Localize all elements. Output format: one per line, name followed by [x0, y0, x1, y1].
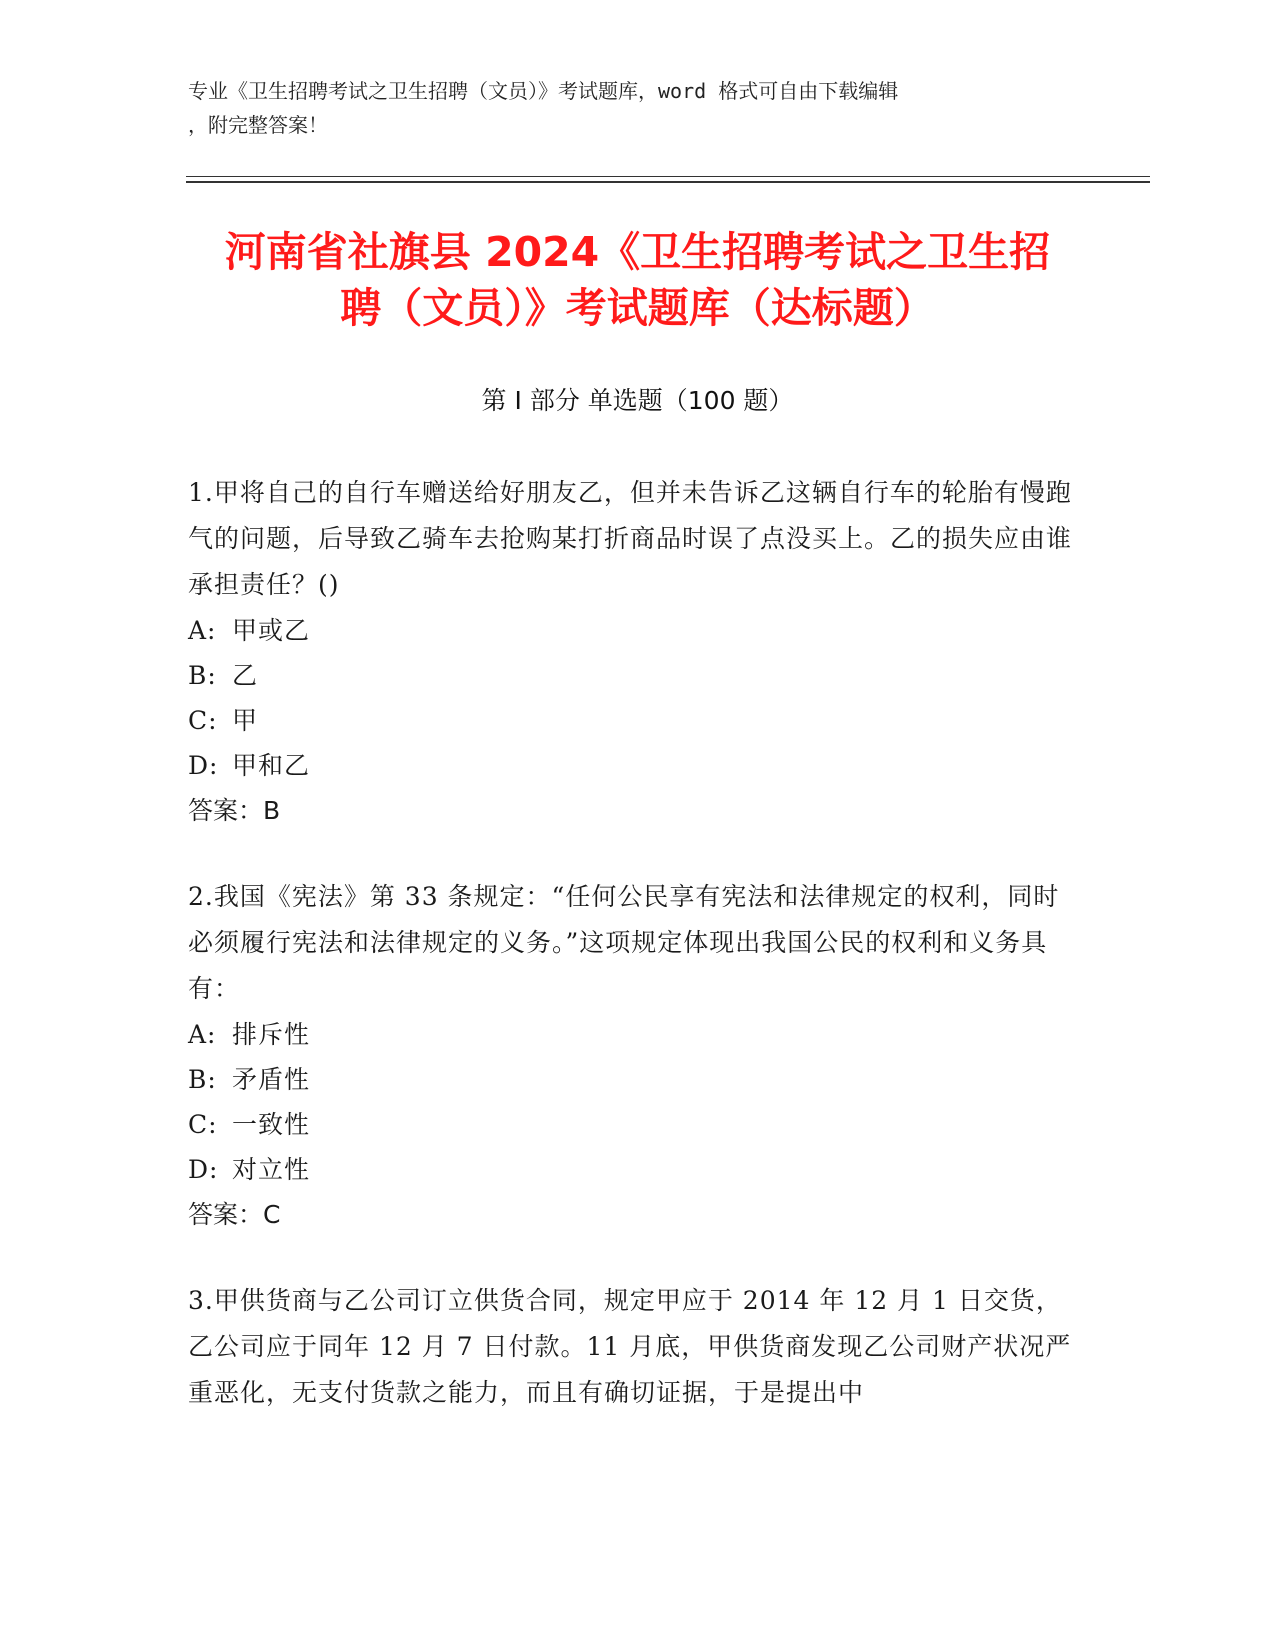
option-text: 乙	[232, 661, 259, 690]
option-text: 甲	[232, 706, 259, 735]
option-text: 甲或乙	[232, 616, 311, 645]
option-text: 矛盾性	[232, 1065, 311, 1094]
option-a	[188, 1012, 1078, 1057]
option-letter: C:	[188, 706, 218, 735]
option-b	[188, 1057, 1078, 1102]
option-letter: B:	[188, 1065, 217, 1094]
option-text: 一致性	[232, 1110, 311, 1139]
question-stem: 3.甲供货商与乙公司订立供货合同，规定甲应于 2014 年 12 月 1 日交货，乙公司应于同年 12 月 7 日付款。11 月底，甲供货商发现乙公司财产状况严重恶化，无支付货款之能力，而且有确切证据，于是提出中	[188, 1286, 1072, 1407]
option-letter: A:	[188, 616, 217, 645]
question-2	[188, 874, 1078, 1238]
header-note-line-2: ，附完整答案！	[188, 113, 328, 137]
question-list	[188, 470, 1078, 1456]
option-b	[188, 653, 1078, 698]
title-line-1: 河南省社旗县 2024《卫生招聘考试之卫生招	[224, 228, 1051, 276]
section-title: 第 I 部分 单选题（100 题）	[481, 386, 794, 415]
header-divider-thick	[186, 181, 1150, 183]
option-letter: A:	[188, 1020, 217, 1049]
question-3	[188, 1278, 1078, 1416]
option-letter: B:	[188, 661, 217, 690]
option-c	[188, 698, 1078, 743]
option-letter: D:	[188, 751, 219, 780]
option-d	[188, 743, 1078, 788]
option-d	[188, 1147, 1078, 1192]
option-c	[188, 1102, 1078, 1147]
title-line-2: 聘（文员）》考试题库（达标题）	[340, 284, 935, 332]
option-text: 排斥性	[232, 1020, 311, 1049]
option-a	[188, 608, 1078, 653]
option-text: 甲和乙	[232, 751, 311, 780]
answer: 答案：C	[188, 1200, 281, 1229]
question-1	[188, 470, 1078, 834]
question-stem: 2.我国《宪法》第 33 条规定：“任何公民享有宪法和法律规定的权利，同时必须履行宪法和法律规定的义务。”这项规定体现出我国公民的权利和义务具有：	[188, 882, 1060, 1003]
header-note-line-1: 专业《卫生招聘考试之卫生招聘（文员）》考试题库，word 格式可自由下载编辑	[188, 79, 899, 103]
option-letter: C:	[188, 1110, 218, 1139]
answer: 答案：B	[188, 796, 281, 825]
header-note	[188, 74, 1088, 142]
option-letter: D:	[188, 1155, 219, 1184]
header-divider-thin	[186, 176, 1150, 177]
question-stem: 1.甲将自己的自行车赠送给好朋友乙，但并未告诉乙这辆自行车的轮胎有慢跑气的问题，后导致乙骑车去抢购某打折商品时误了点没买上。乙的损失应由谁承担责任？()	[188, 478, 1073, 599]
document-title	[160, 224, 1115, 336]
option-text: 对立性	[232, 1155, 311, 1184]
